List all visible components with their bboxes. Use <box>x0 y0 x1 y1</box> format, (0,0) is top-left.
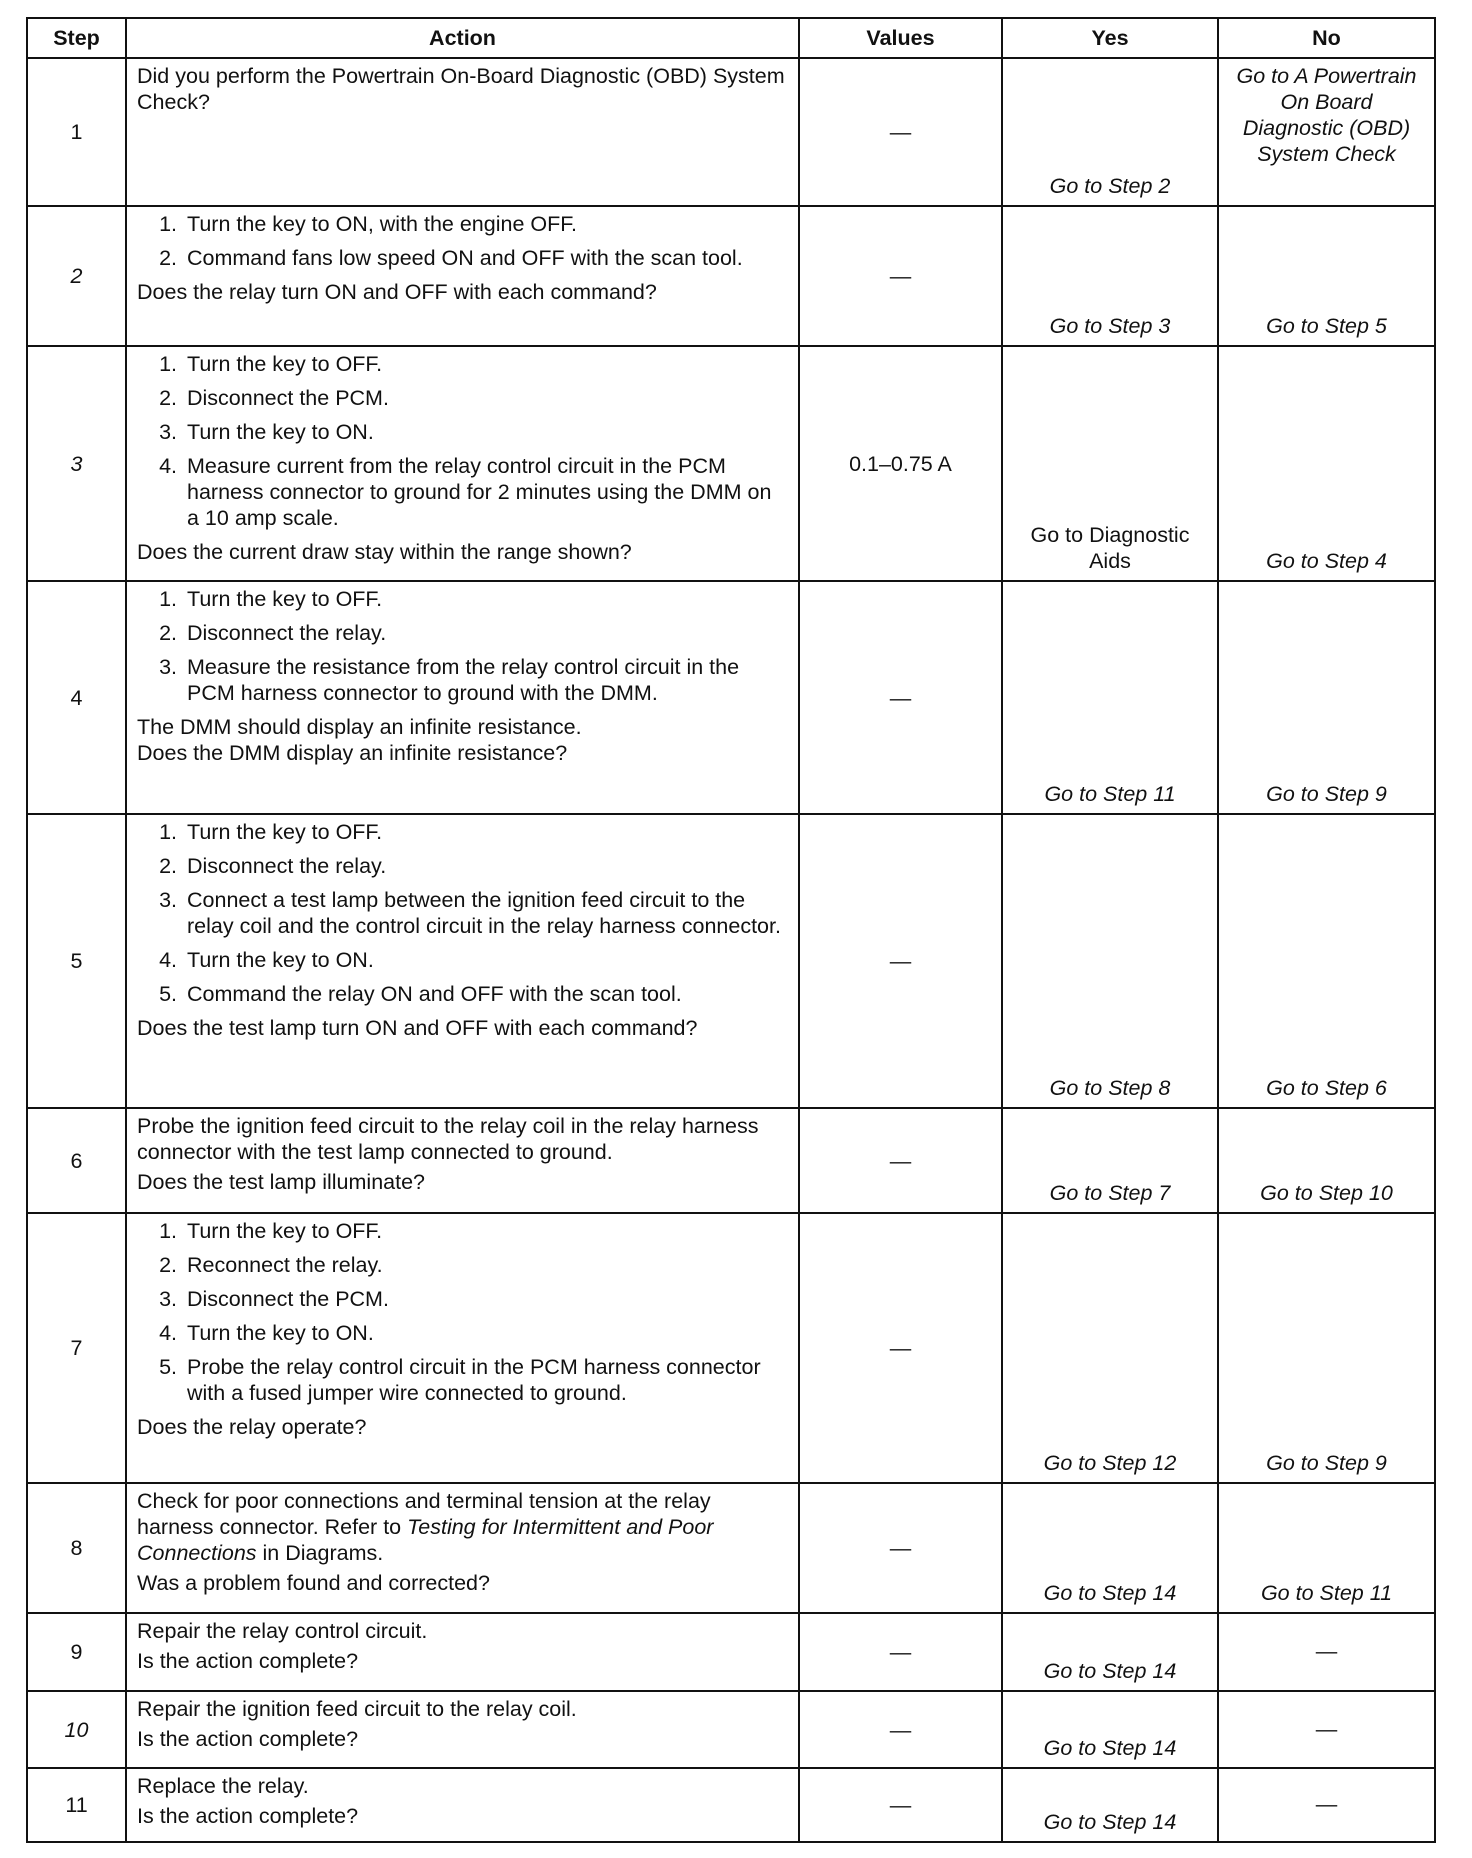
action-steps <box>137 1218 788 1406</box>
action-steps <box>137 819 788 1007</box>
step-number: 2 <box>27 206 126 346</box>
value-cell: — <box>799 1691 1002 1768</box>
action-question: Does the test lamp illuminate? <box>137 1170 426 1194</box>
table-row <box>27 1483 1435 1613</box>
step-number: 1 <box>27 58 126 206</box>
step-number: 4 <box>27 581 126 814</box>
yes-cell: Go to Step 11 <box>1002 581 1218 814</box>
diagnostic-table <box>26 17 1436 1843</box>
yes-cell: Go to Step 3 <box>1002 206 1218 346</box>
action-question: Does the test lamp turn ON and OFF with each command? <box>137 1016 698 1040</box>
value-cell: — <box>799 814 1002 1108</box>
value-cell: — <box>799 1483 1002 1613</box>
no-cell: Go to A Powertrain On Board Diagnostic (OBD) System Check <box>1218 58 1435 206</box>
value-cell: — <box>799 1613 1002 1691</box>
action-step-item: 3. Turn the key to ON. <box>183 419 788 445</box>
action-step-item: 2. Reconnect the relay. <box>183 1252 788 1278</box>
action-question: Is the action complete? <box>137 1727 359 1751</box>
yes-cell: Go to Step 7 <box>1002 1108 1218 1213</box>
intro-text: Check for poor connections and terminal tension at the relay harness connector. Refer to <box>137 1489 711 1539</box>
yes-cell: Go to Step 2 <box>1002 58 1218 206</box>
action-intro: Repair the relay control circuit. <box>137 1619 428 1643</box>
action-intro: Did you perform the Powertrain On-Board Diagnostic (OBD) System Check? <box>137 64 785 114</box>
step-number: 10 <box>27 1691 126 1768</box>
table-row <box>27 814 1435 1108</box>
header-yes: Yes <box>1002 18 1218 58</box>
reference-link[interactable]: Testing for Intermittent and Poor Connections <box>137 1515 714 1565</box>
value-cell: 0.1–0.75 A <box>799 346 1002 581</box>
action-cell <box>126 1691 799 1768</box>
action-cell <box>126 1213 799 1483</box>
step-number: 6 <box>27 1108 126 1213</box>
action-cell <box>126 1483 799 1613</box>
table-row <box>27 58 1435 206</box>
action-step-item: 1. Turn the key to OFF. <box>183 1218 788 1244</box>
header-step: Step <box>27 18 126 58</box>
header-values: Values <box>799 18 1002 58</box>
table-row <box>27 346 1435 581</box>
action-intro <box>137 1488 788 1566</box>
action-steps <box>137 211 788 271</box>
table-row <box>27 206 1435 346</box>
action-step-item: 1. Turn the key to ON, with the engine OFF. <box>183 211 788 237</box>
intro-in: in <box>262 1541 280 1565</box>
no-cell: Go to Step 6 <box>1218 814 1435 1108</box>
value-cell: — <box>799 1768 1002 1842</box>
value-cell: — <box>799 1213 1002 1483</box>
table-row <box>27 1213 1435 1483</box>
no-cell: — <box>1218 1691 1435 1768</box>
action-cell <box>126 581 799 814</box>
table-row <box>27 581 1435 814</box>
value-cell: — <box>799 581 1002 814</box>
action-intro: Replace the relay. <box>137 1774 309 1798</box>
header-row <box>27 18 1435 58</box>
action-step-item: 2. Command fans low speed ON and OFF with the scan tool. <box>183 245 788 271</box>
action-cell <box>126 814 799 1108</box>
doc-ref: Diagrams. <box>285 1541 384 1565</box>
action-question: Is the action complete? <box>137 1649 359 1673</box>
no-cell: — <box>1218 1768 1435 1842</box>
step-number: 3 <box>27 346 126 581</box>
action-step-item: 3. Connect a test lamp between the ignition feed circuit to the relay coil and the control circuit in the relay harness connector. <box>183 887 788 939</box>
action-step-item: 2. Disconnect the relay. <box>183 620 788 646</box>
action-step-item: 2. Disconnect the PCM. <box>183 385 788 411</box>
no-cell: Go to Step 11 <box>1218 1483 1435 1613</box>
yes-cell: Go to Step 14 <box>1002 1691 1218 1768</box>
table-row <box>27 1768 1435 1842</box>
no-cell: — <box>1218 1613 1435 1691</box>
action-steps <box>137 586 788 706</box>
step-number: 8 <box>27 1483 126 1613</box>
action-cell <box>126 206 799 346</box>
action-question: Does the current draw stay within the range shown? <box>137 540 632 564</box>
no-cell: Go to Step 4 <box>1218 346 1435 581</box>
action-question: Does the relay turn ON and OFF with each command? <box>137 280 657 304</box>
yes-cell: Go to Diagnostic Aids <box>1002 346 1218 581</box>
action-cell <box>126 1613 799 1691</box>
action-step-item: 2. Disconnect the relay. <box>183 853 788 879</box>
action-cell <box>126 58 799 206</box>
step-number: 11 <box>27 1768 126 1842</box>
action-step-item: 4. Turn the key to ON. <box>183 947 788 973</box>
no-cell: Go to Step 9 <box>1218 1213 1435 1483</box>
action-cell <box>126 346 799 581</box>
action-step-item: 4. Measure current from the relay control circuit in the PCM harness connector to ground for 2 minutes using the DMM on a 10 amp scale. <box>183 453 788 531</box>
action-step-item: 3. Measure the resistance from the relay control circuit in the PCM harness connector to ground with the DMM. <box>183 654 788 706</box>
action-step-item: 3. Disconnect the PCM. <box>183 1286 788 1312</box>
step-number: 9 <box>27 1613 126 1691</box>
step-number: 5 <box>27 814 126 1108</box>
no-cell: Go to Step 9 <box>1218 581 1435 814</box>
action-cell <box>126 1768 799 1842</box>
step-number: 7 <box>27 1213 126 1483</box>
value-cell: — <box>799 1108 1002 1213</box>
yes-cell: Go to Step 12 <box>1002 1213 1218 1483</box>
table-row <box>27 1108 1435 1213</box>
action-step-item: 5. Command the relay ON and OFF with the scan tool. <box>183 981 788 1007</box>
action-intro: Repair the ignition feed circuit to the relay coil. <box>137 1697 577 1721</box>
action-question: The DMM should display an infinite resistance. Does the DMM display an infinite resistance? <box>137 715 582 765</box>
action-step-item: 1. Turn the key to OFF. <box>183 819 788 845</box>
yes-cell: Go to Step 14 <box>1002 1483 1218 1613</box>
action-question: Does the relay operate? <box>137 1415 367 1439</box>
table-row <box>27 1691 1435 1768</box>
header-no: No <box>1218 18 1435 58</box>
action-step-item: 1. Turn the key to OFF. <box>183 586 788 612</box>
action-steps <box>137 351 788 531</box>
yes-cell: Go to Step 8 <box>1002 814 1218 1108</box>
action-step-item: 4. Turn the key to ON. <box>183 1320 788 1346</box>
no-cell: Go to Step 10 <box>1218 1108 1435 1213</box>
yes-cell: Go to Step 14 <box>1002 1768 1218 1842</box>
yes-cell: Go to Step 14 <box>1002 1613 1218 1691</box>
action-question: Was a problem found and corrected? <box>137 1571 490 1595</box>
action-step-item: 1. Turn the key to OFF. <box>183 351 788 377</box>
action-intro: Probe the ignition feed circuit to the relay coil in the relay harness connector with the test lamp connected to ground. <box>137 1114 759 1164</box>
no-cell: Go to Step 5 <box>1218 206 1435 346</box>
table-row <box>27 1613 1435 1691</box>
value-cell: — <box>799 58 1002 206</box>
header-action: Action <box>126 18 799 58</box>
action-step-item: 5. Probe the relay control circuit in the PCM harness connector with a fused jumper wire connected to ground. <box>183 1354 788 1406</box>
value-cell: — <box>799 206 1002 346</box>
action-question: Is the action complete? <box>137 1804 359 1828</box>
action-cell <box>126 1108 799 1213</box>
